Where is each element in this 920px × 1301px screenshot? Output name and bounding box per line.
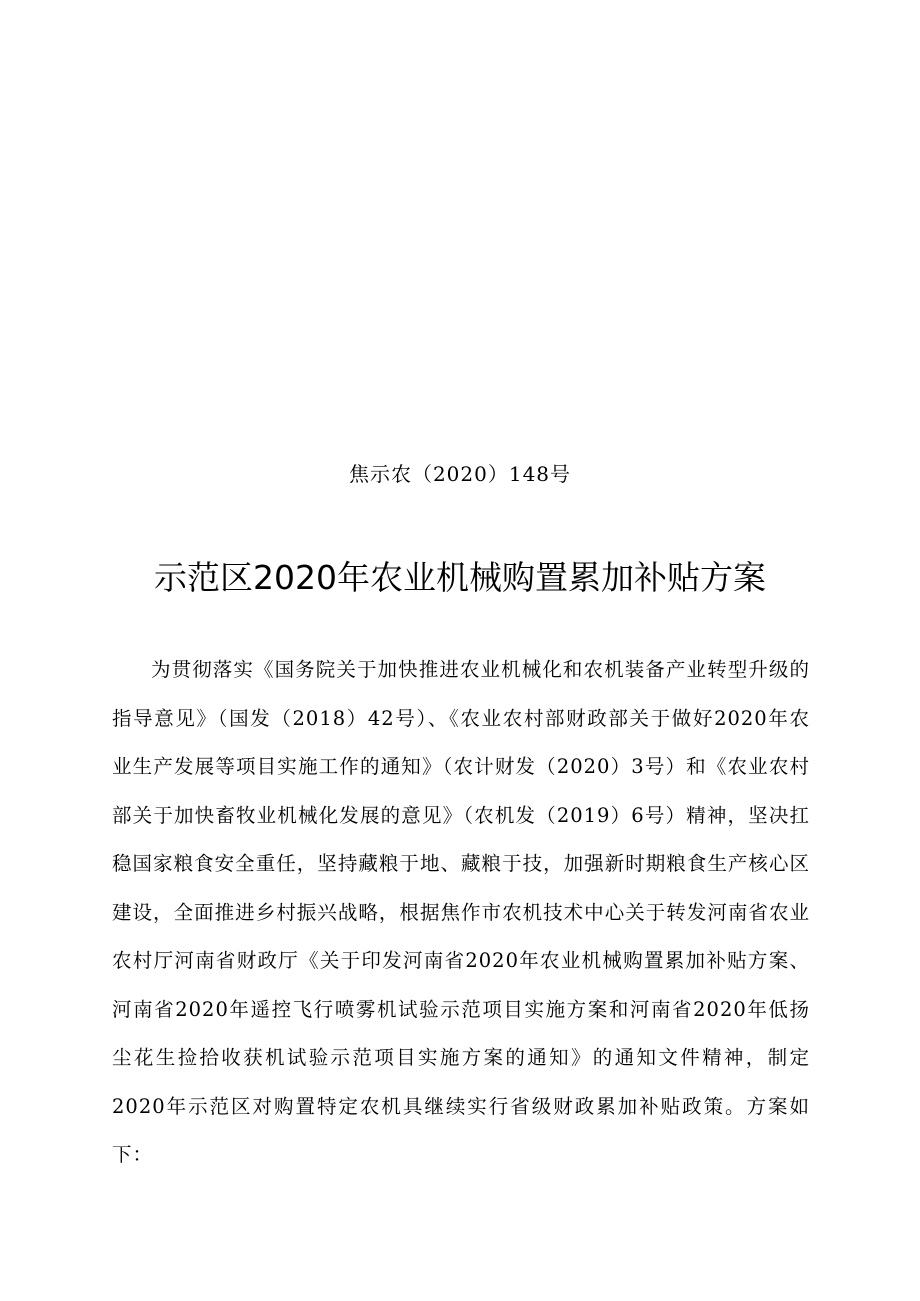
document-number: 焦示农（2020）148号 <box>348 462 572 486</box>
body-paragraph: 为贯彻落实《国务院关于加快推进农业机械化和农机装备产业转型升级的指导意见》（国发（2018）42号）、《农业农村部财政部关于做好2020年农业生产发展等项目实施工作的通知》（农计财发（2020）3号）和《农业农村部关于加快畜牧业机械化发展的意见》（农机发（2019）6号）精神，坚决扛稳国家粮食安全重任，坚持藏粮于地、藏粮于技，加强新时期粮食生产核心区建设，全面推进乡村振兴战略，根据焦作市农机技术中心关于转发河南省农业农村厅河南省财政厅《关于印发河南省2020年农业机械购置累加补贴方案、河南省2020年遥控飞行喷雾机试验示范项目实施方案和河南省2020年低扬尘花生捡拾收获机试验示范项目实施方案的通知》的通知文件精神，制定2020年示范区对购置特定农机具继续实行省级财政累加补贴政策。方案如下： <box>112 658 810 1166</box>
document-title: 示范区2020年农业机械购置累加补贴方案 <box>154 558 766 597</box>
